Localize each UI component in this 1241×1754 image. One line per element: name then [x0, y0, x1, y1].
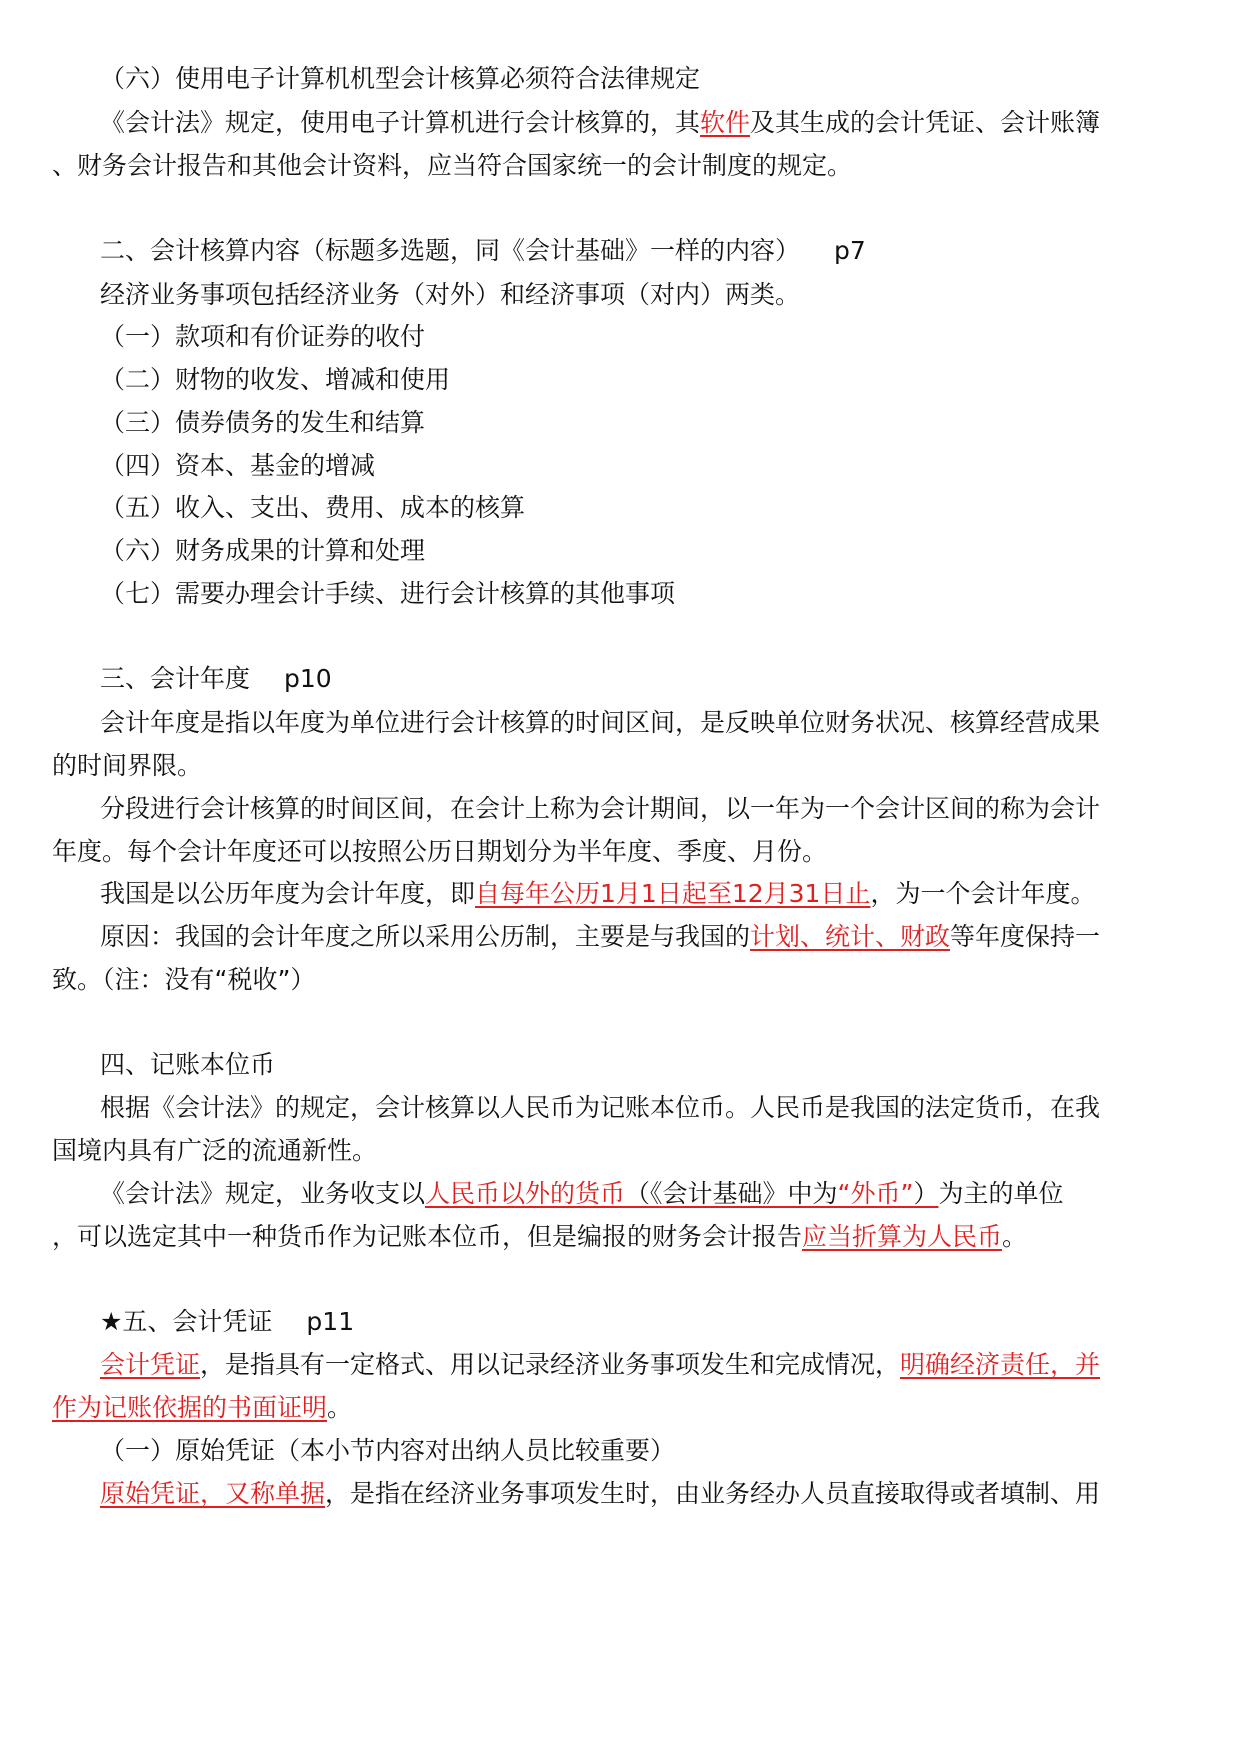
- highlight-plan-stat-finance: 计划、统计、财政: [750, 922, 951, 951]
- text-run: 。: [1002, 1222, 1028, 1251]
- section-5-para2-line1: [100, 1477, 1100, 1511]
- section-5-para1-line2: [52, 1391, 352, 1425]
- highlight-written-proof: 作为记账依据的书面证明: [52, 1393, 328, 1422]
- text-run: 等年度保持一: [950, 922, 1101, 951]
- section-5-heading: [100, 1305, 354, 1339]
- text-run: 《会计法》规定，业务收支以: [100, 1179, 426, 1208]
- section-6-para-line1: [100, 106, 1100, 140]
- text-run: “外币”: [837, 1179, 914, 1208]
- section-6-title: （六）使用电子计算机机型会计核算必须符合法律规定: [100, 64, 701, 93]
- text-run: ）: [913, 1179, 939, 1208]
- text-run: 。: [327, 1393, 353, 1422]
- heading-text: 二、会计核算内容（标题多选题，同《会计基础》一样的内容）: [100, 236, 801, 265]
- list-item: （二）财物的收发、增减和使用: [100, 365, 451, 394]
- text-run: ，是指具有一定格式、用以记录经济业务事项发生和完成情况，: [200, 1350, 901, 1379]
- section-3-para2-line2: 年度。每个会计年度还可以按照公历日期划分为半年度、季度、月份。: [52, 837, 828, 866]
- text-run: ，为一个会计年度。: [870, 879, 1096, 908]
- text-run: 《会计法》规定，使用电子计算机进行会计核算的，其: [100, 108, 701, 137]
- text-run: 人民币以外的货币: [425, 1179, 626, 1208]
- text-run: 我国是以公历年度为会计年度，即: [100, 879, 476, 908]
- section-4-para2-line2: [52, 1220, 1027, 1254]
- section-3-para1-line2: 的时间界限。: [52, 751, 203, 780]
- list-item: （四）资本、基金的增减: [100, 451, 376, 480]
- section-3-para2-line1: 分段进行会计核算的时间区间，在会计上称为会计期间，以一年为一个会计区间的称为会计: [100, 794, 1101, 823]
- section-4-para2-line1: [100, 1177, 1063, 1211]
- page-ref: p11: [306, 1307, 355, 1336]
- list-item: （三）债券债务的发生和结算: [100, 408, 426, 437]
- section-5-para1-line1: [100, 1348, 1100, 1382]
- heading-text: ★五、会计凭证: [100, 1307, 273, 1336]
- section-3-para3: [100, 877, 1095, 911]
- page-ref: p7: [834, 236, 866, 265]
- section-3-para4-line1: [100, 920, 1100, 954]
- highlight-date-range: 自每年公历1月1日起至12月31日止: [475, 879, 871, 908]
- highlight-foreign-currency: [425, 1179, 938, 1208]
- highlight-term: 会计凭证: [100, 1350, 201, 1379]
- section-4-para1-line2: 国境内具有广泛的流通新性。: [52, 1136, 378, 1165]
- text-run: （《会计基础》中为: [625, 1179, 838, 1208]
- section-3-heading: [100, 662, 332, 696]
- section-3-para1-line1: 会计年度是指以年度为单位进行会计核算的时间区间，是反映单位财务状况、核算经营成果: [100, 708, 1101, 737]
- section-4-para1-line1: 根据《会计法》的规定，会计核算以人民币为记账本位币。人民币是我国的法定货币，在我: [100, 1093, 1101, 1122]
- highlight-responsibility: 明确经济责任，并: [900, 1350, 1101, 1379]
- page-ref: p10: [284, 664, 332, 693]
- text-run: 为主的单位: [938, 1179, 1064, 1208]
- text-run: ，可以选定其中一种货币作为记账本位币，但是编报的财务会计报告: [52, 1222, 803, 1251]
- text-run: ，是指在经济业务事项发生时，由业务经办人员直接取得或者填制、用: [325, 1479, 1101, 1508]
- list-item: （五）收入、支出、费用、成本的核算: [100, 493, 526, 522]
- section-4-heading: 四、记账本位币: [100, 1050, 276, 1079]
- section-2-heading: [100, 234, 866, 268]
- text-run: 原因：我国的会计年度之所以采用公历制，主要是与我国的: [100, 922, 751, 951]
- section-3-para4-line2: 致。（注：没有“税收”）: [52, 965, 316, 994]
- highlight-original-voucher: 原始凭证，又称单据: [100, 1479, 326, 1508]
- section-5-subheading: （一）原始凭证（本小节内容对出纳人员比较重要）: [100, 1436, 676, 1465]
- section-2-intro: 经济业务事项包括经济业务（对外）和经济事项（对内）两类。: [100, 280, 801, 309]
- list-item: （七）需要办理会计手续、进行会计核算的其他事项: [100, 579, 676, 608]
- highlight-convert-rmb: 应当折算为人民币: [802, 1222, 1003, 1251]
- heading-text: 三、会计年度: [100, 664, 251, 693]
- section-6-para-line2: 、财务会计报告和其他会计资料，应当符合国家统一的会计制度的规定。: [52, 151, 853, 180]
- list-item: （一）款项和有价证券的收付: [100, 322, 426, 351]
- text-run: 及其生成的会计凭证、会计账簿: [750, 108, 1101, 137]
- highlight-software: 软件: [700, 108, 751, 137]
- list-item: （六）财务成果的计算和处理: [100, 536, 426, 565]
